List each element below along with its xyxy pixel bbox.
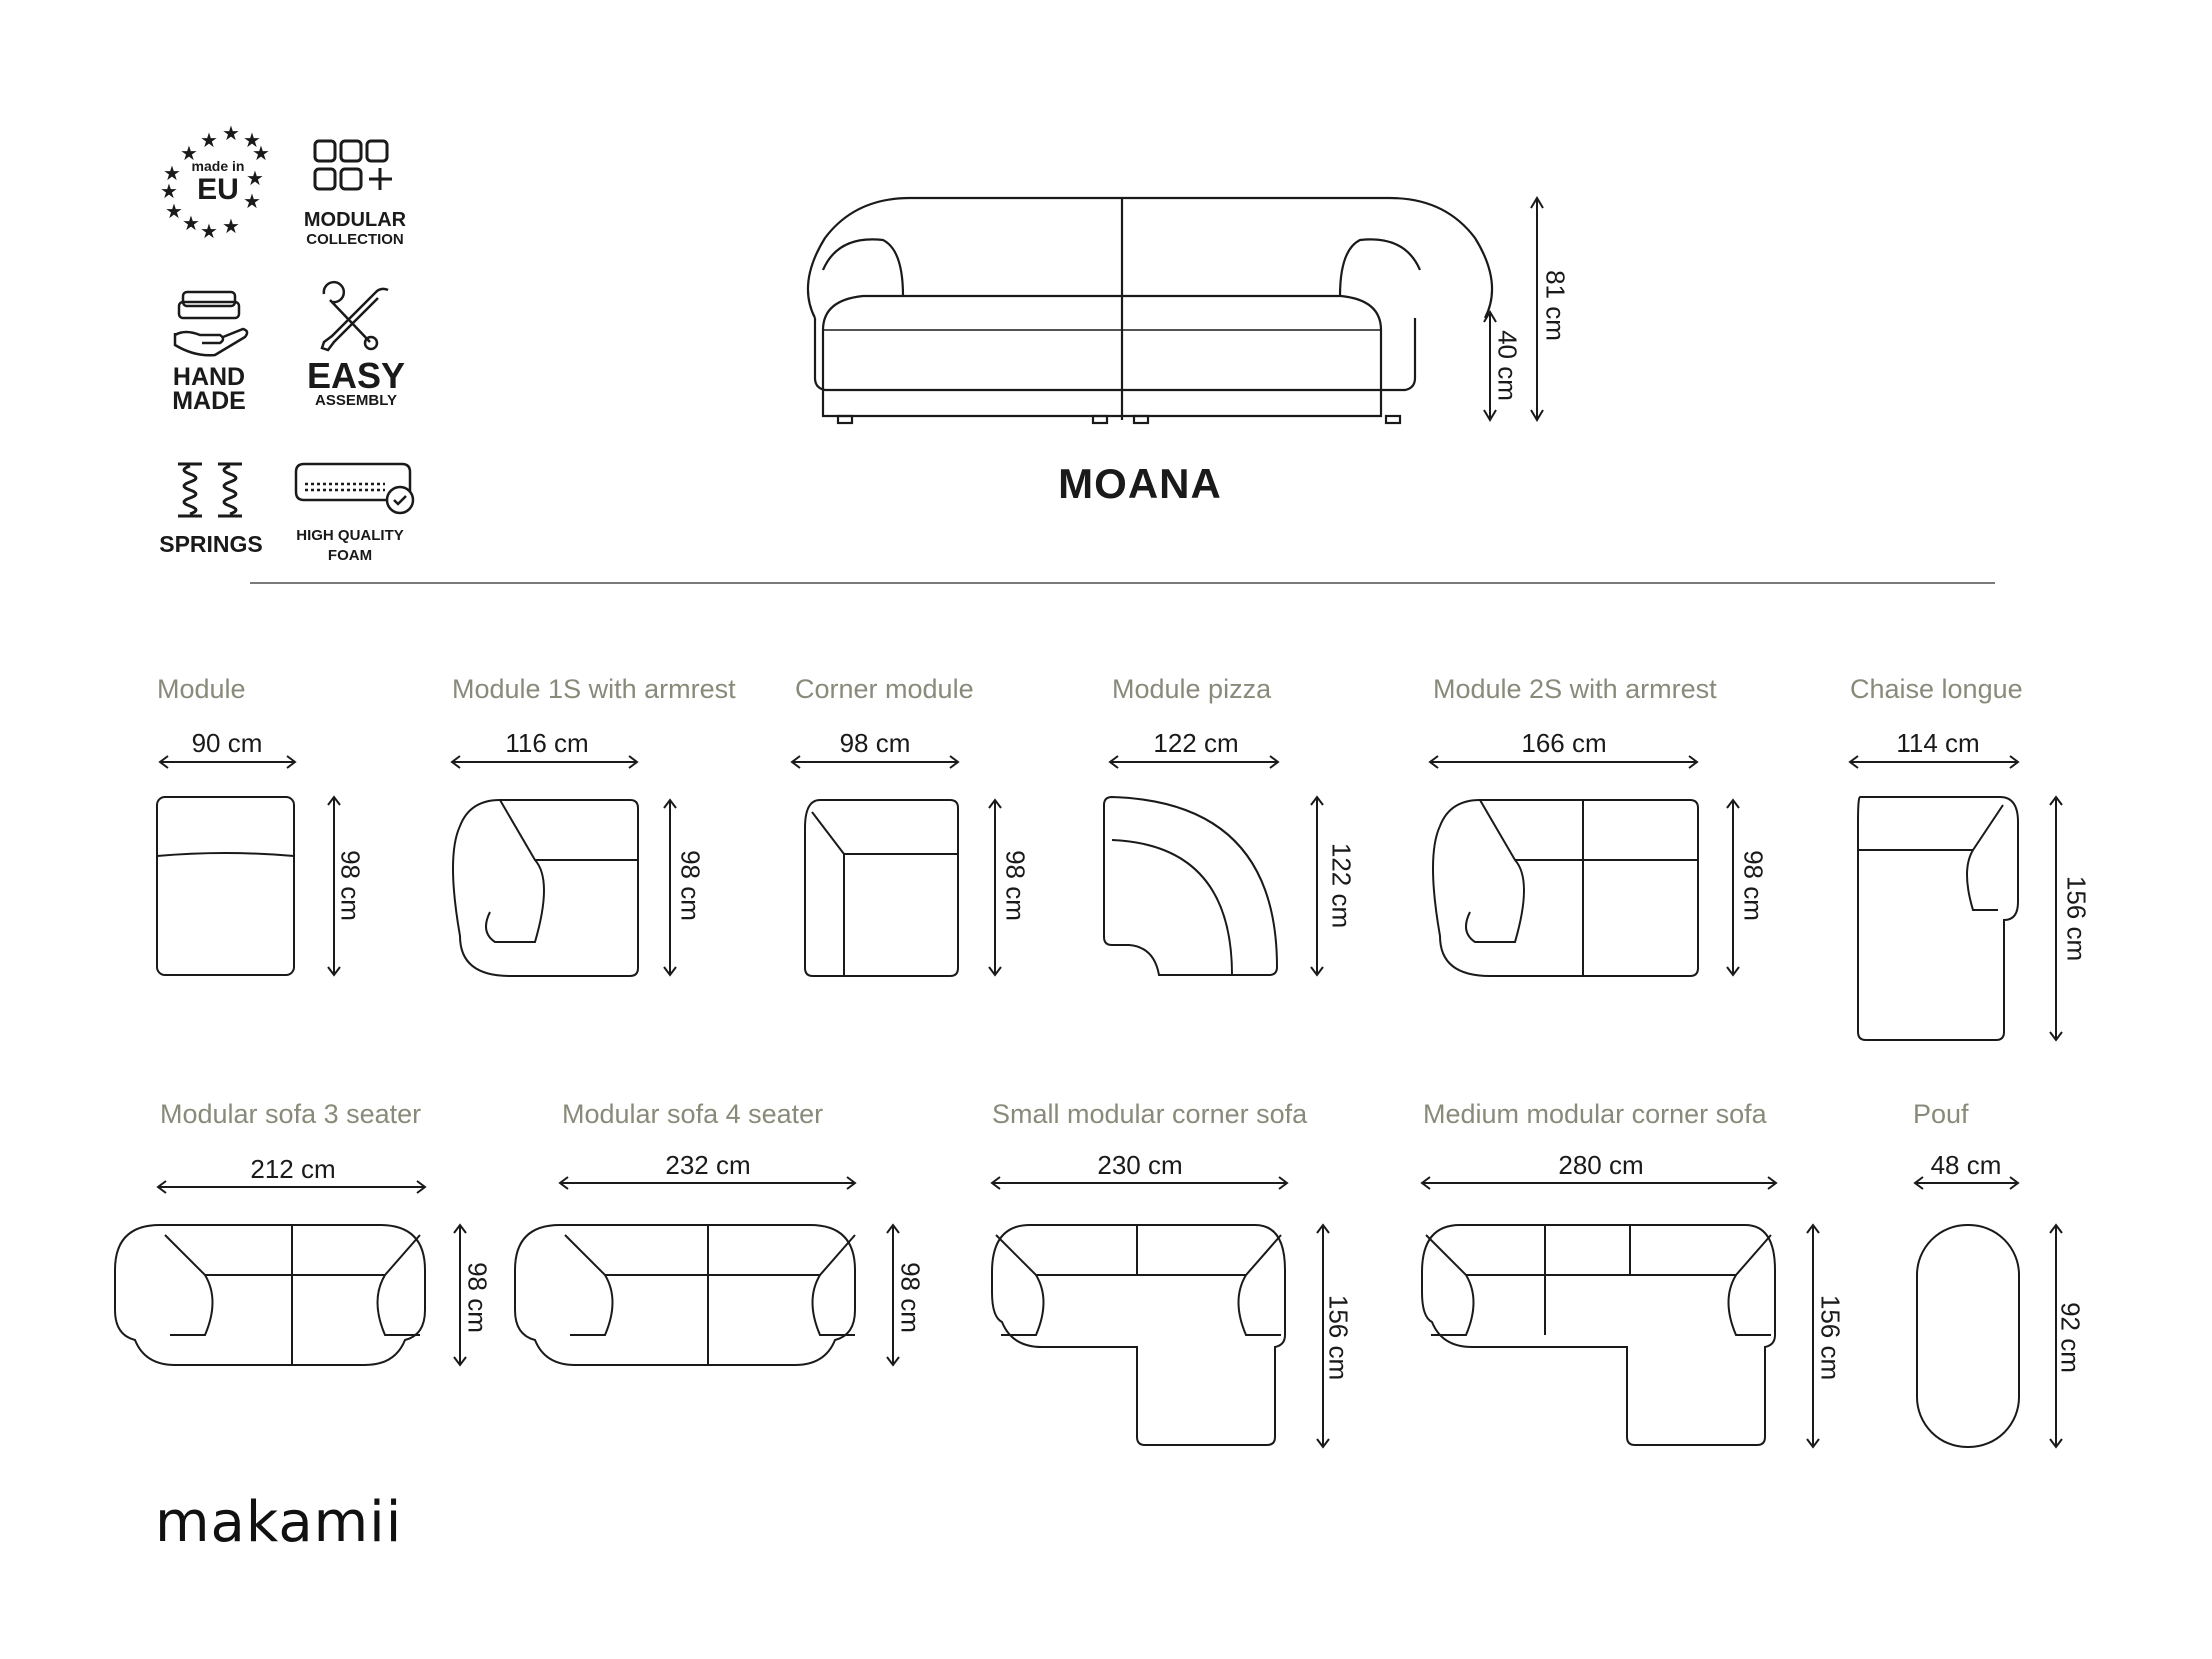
height-total-label: 81 cm — [1540, 270, 1571, 341]
svg-text:★: ★ — [182, 211, 200, 235]
sofa-4-label: Modular sofa 4 seater — [562, 1099, 824, 1129]
svg-text:★: ★ — [243, 189, 261, 213]
module-2s-width: 166 cm — [1521, 728, 1607, 758]
small-corner-label: Small modular corner sofa — [992, 1099, 1308, 1129]
svg-text:★: ★ — [222, 121, 240, 145]
module-drawing — [157, 756, 340, 975]
sofa-3-seater-drawing — [115, 1181, 466, 1365]
module-2s-label: Module 2S with armrest — [1433, 674, 1717, 704]
height-seat-label: 40 cm — [1492, 330, 1523, 401]
module-depth: 98 cm — [335, 850, 366, 921]
foam-line2: FOAM — [327, 547, 373, 564]
chaise-longue-width: 114 cm — [1896, 728, 1980, 758]
springs-icon — [178, 464, 242, 516]
svg-text:★: ★ — [180, 141, 198, 165]
springs-text: SPRINGS — [159, 531, 263, 557]
small-corner-depth: 156 cm — [1323, 1294, 1354, 1381]
sofa-3-label: Modular sofa 3 seater — [160, 1099, 422, 1129]
corner-module-label: Corner module — [795, 674, 974, 704]
handmade-line2: MADE — [172, 387, 246, 415]
svg-text:★: ★ — [200, 219, 218, 243]
eu-main-text: EU — [197, 173, 239, 206]
pouf-depth: 92 cm — [2055, 1302, 2086, 1373]
pouf-label: Pouf — [1913, 1099, 1969, 1129]
modular-line1: MODULAR — [303, 209, 407, 231]
sofa-4-depth: 98 cm — [895, 1262, 926, 1333]
svg-text:★: ★ — [160, 179, 178, 203]
medium-corner-width: 280 cm — [1558, 1150, 1644, 1180]
module-pizza-drawing — [1104, 756, 1323, 975]
module-1s-width: 116 cm — [505, 728, 589, 758]
medium-corner-label: Medium modular corner sofa — [1423, 1099, 1767, 1129]
module-pizza-width: 122 cm — [1153, 728, 1239, 758]
handmade-line1: HAND — [172, 363, 246, 391]
chaise-longue-label: Chaise longue — [1850, 674, 2023, 704]
corner-module-width: 98 cm — [839, 728, 911, 758]
section-divider — [250, 582, 1995, 584]
svg-text:★: ★ — [252, 141, 270, 165]
pouf-drawing — [1915, 1177, 2062, 1447]
module-pizza-label: Module pizza — [1112, 674, 1272, 704]
moana-sofa-front — [808, 198, 1492, 423]
pouf-width: 48 cm — [1930, 1150, 2002, 1180]
small-corner-sofa-drawing — [992, 1177, 1329, 1447]
svg-text:★: ★ — [163, 161, 181, 185]
chaise-longue-drawing — [1850, 756, 2062, 1040]
module-2s-drawing — [1430, 756, 1739, 976]
hand-sofa-icon — [175, 292, 247, 355]
product-title: MOANA — [1058, 460, 1222, 507]
brand-logo: makamii — [155, 1490, 403, 1555]
sofa-4-seater-drawing — [515, 1177, 899, 1365]
foam-icon — [296, 464, 413, 513]
small-corner-width: 230 cm — [1097, 1150, 1183, 1180]
module-1s-drawing — [452, 756, 676, 976]
medium-corner-sofa-drawing — [1422, 1177, 1819, 1447]
foam-line1: HIGH QUALITY — [296, 527, 404, 544]
sofa-3-depth: 98 cm — [462, 1262, 493, 1333]
corner-module-drawing — [792, 756, 1001, 976]
svg-text:★: ★ — [243, 128, 261, 152]
easy-line1: EASY — [306, 355, 406, 396]
module-1s-label: Module 1S with armrest — [452, 674, 736, 704]
svg-text:★: ★ — [165, 199, 183, 223]
svg-text:★: ★ — [222, 214, 240, 238]
tools-icon — [322, 282, 388, 350]
modular-line2: COLLECTION — [306, 231, 404, 248]
corner-module-depth: 98 cm — [1000, 850, 1031, 921]
easy-line2: ASSEMBLY — [315, 392, 397, 409]
sofa-3-width: 212 cm — [250, 1154, 336, 1184]
eu-top-text: made in — [191, 158, 245, 174]
module-1s-depth: 98 cm — [675, 850, 706, 921]
medium-corner-depth: 156 cm — [1815, 1294, 1846, 1381]
module-2s-depth: 98 cm — [1738, 850, 1769, 921]
svg-text:★: ★ — [200, 128, 218, 152]
module-label: Module — [157, 674, 246, 704]
modular-squares-icon — [315, 141, 392, 190]
module-width: 90 cm — [191, 728, 263, 758]
svg-text:★: ★ — [246, 166, 264, 190]
chaise-longue-depth: 156 cm — [2061, 875, 2092, 962]
module-pizza-depth: 122 cm — [1326, 842, 1357, 929]
sofa-4-width: 232 cm — [665, 1150, 751, 1180]
